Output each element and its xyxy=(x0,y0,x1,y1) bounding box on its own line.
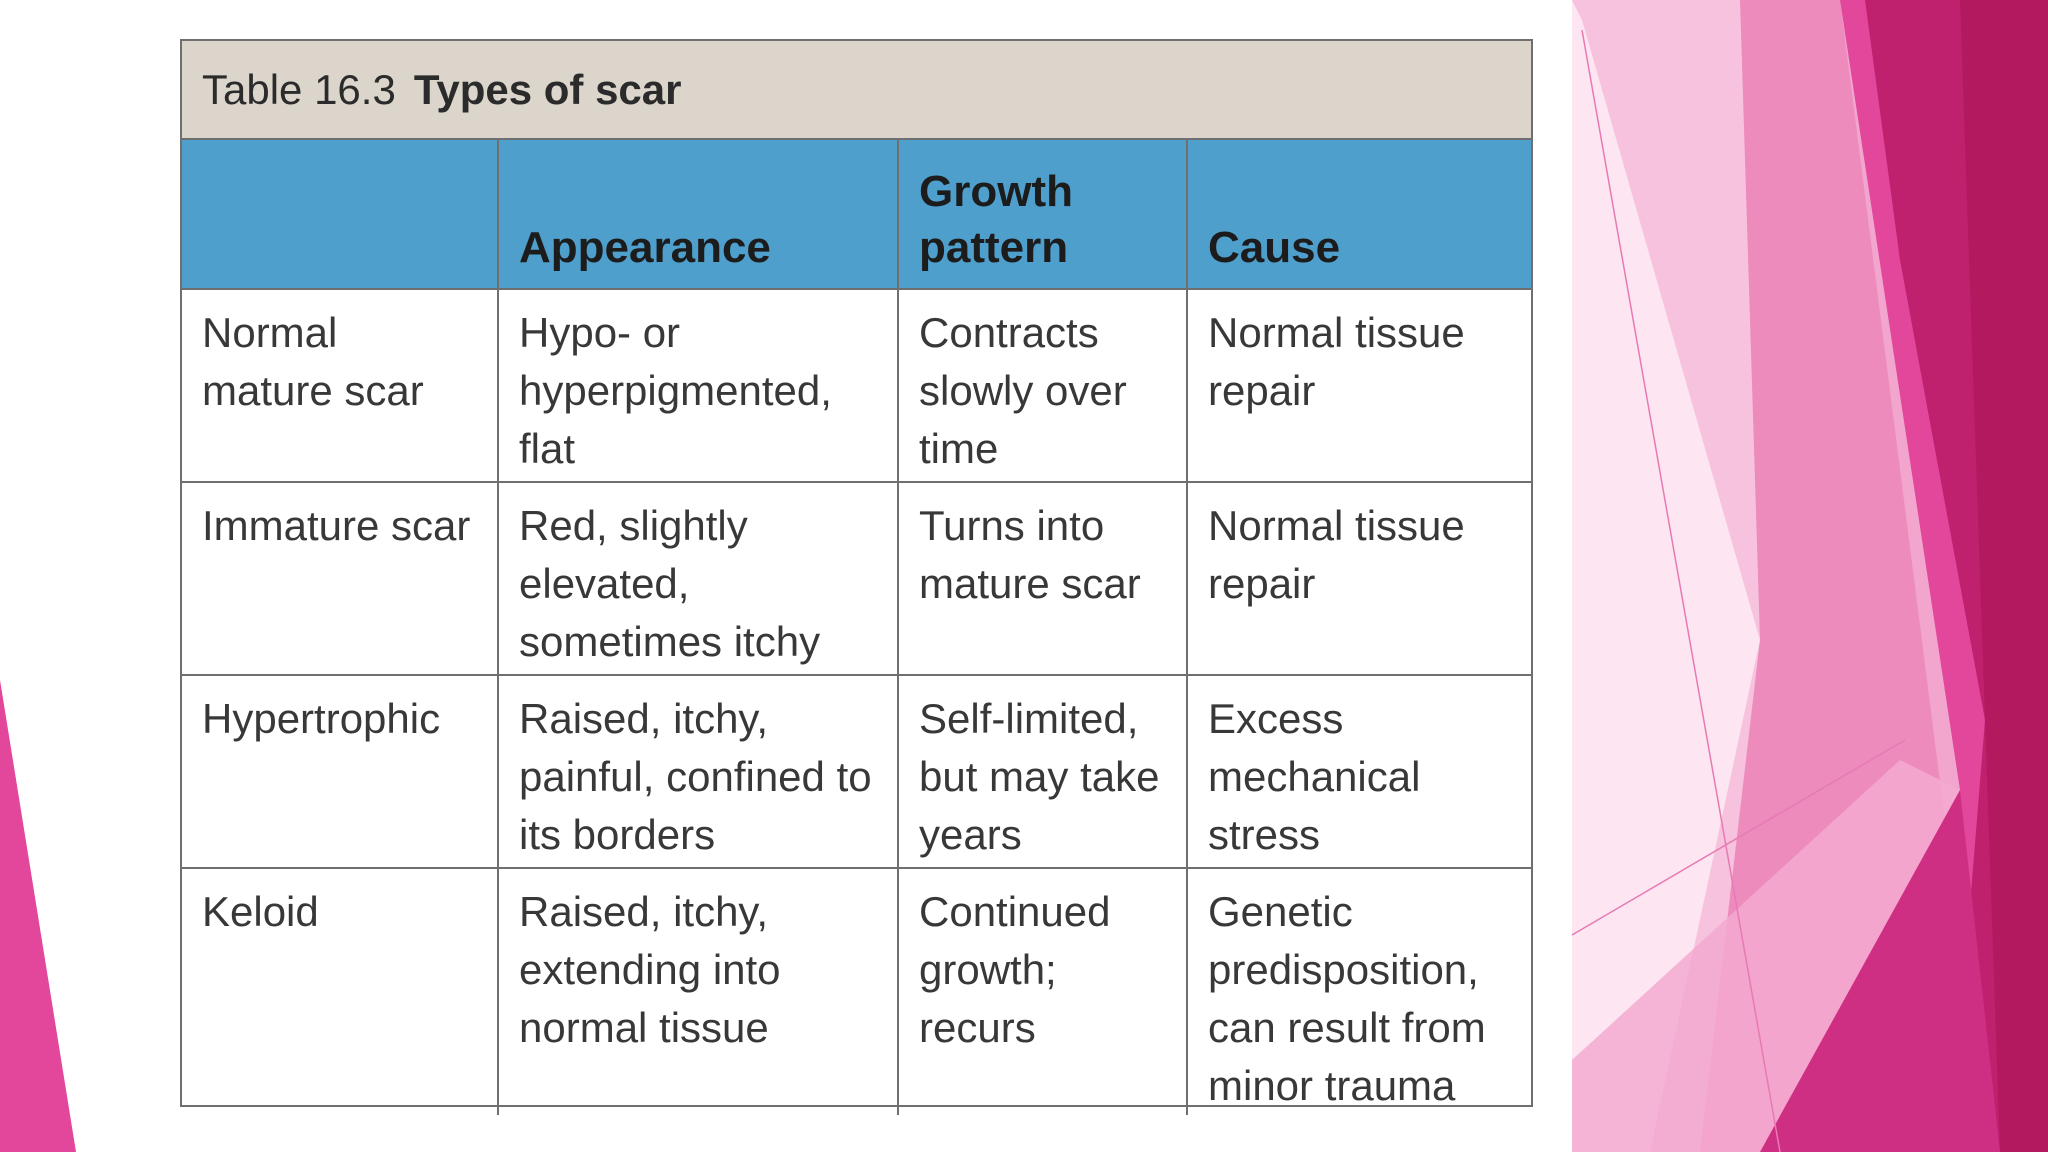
appearance-cell: Red, slightly elevated, sometimes itchy xyxy=(498,482,898,675)
table-grid xyxy=(182,41,1531,1115)
table-row xyxy=(182,482,1531,675)
table-caption-row xyxy=(182,41,1531,139)
table-row xyxy=(182,868,1531,1115)
table-row xyxy=(182,675,1531,868)
header-appearance: Appearance xyxy=(498,139,898,289)
appearance-cell: Raised, itchy, painful, confined to its borders xyxy=(498,675,898,868)
cause-cell: Excess mechanical stress xyxy=(1187,675,1531,868)
row-label: Immature scar xyxy=(182,482,498,675)
caption-title: Types of scar xyxy=(413,65,682,113)
cause-cell: Genetic predisposition, can result from minor trauma xyxy=(1187,868,1531,1115)
caption-number: Table 16.3 xyxy=(202,65,396,113)
cause-cell: Normal tissue repair xyxy=(1187,482,1531,675)
header-blank xyxy=(182,139,498,289)
appearance-cell: Hypo- or hyperpigmented, flat xyxy=(498,289,898,482)
header-row xyxy=(182,139,1531,289)
facet-left-sliver xyxy=(0,680,76,1152)
growth-cell: Turns into mature scar xyxy=(898,482,1187,675)
cause-cell: Normal tissue repair xyxy=(1187,289,1531,482)
growth-cell: Contracts slowly over time xyxy=(898,289,1187,482)
table-caption xyxy=(182,41,1531,139)
appearance-cell: Raised, itchy, extending into normal tissue xyxy=(498,868,898,1115)
scar-types-table xyxy=(180,39,1533,1107)
table-row xyxy=(182,289,1531,482)
growth-cell: Self-limited, but may take years xyxy=(898,675,1187,868)
growth-cell: Continued growth; recurs xyxy=(898,868,1187,1115)
row-label: Normal mature scar xyxy=(182,289,498,482)
header-growth-pattern: Growth pattern xyxy=(898,139,1187,289)
row-label: Hypertrophic xyxy=(182,675,498,868)
row-label: Keloid xyxy=(202,888,319,935)
header-cause: Cause xyxy=(1187,139,1531,289)
